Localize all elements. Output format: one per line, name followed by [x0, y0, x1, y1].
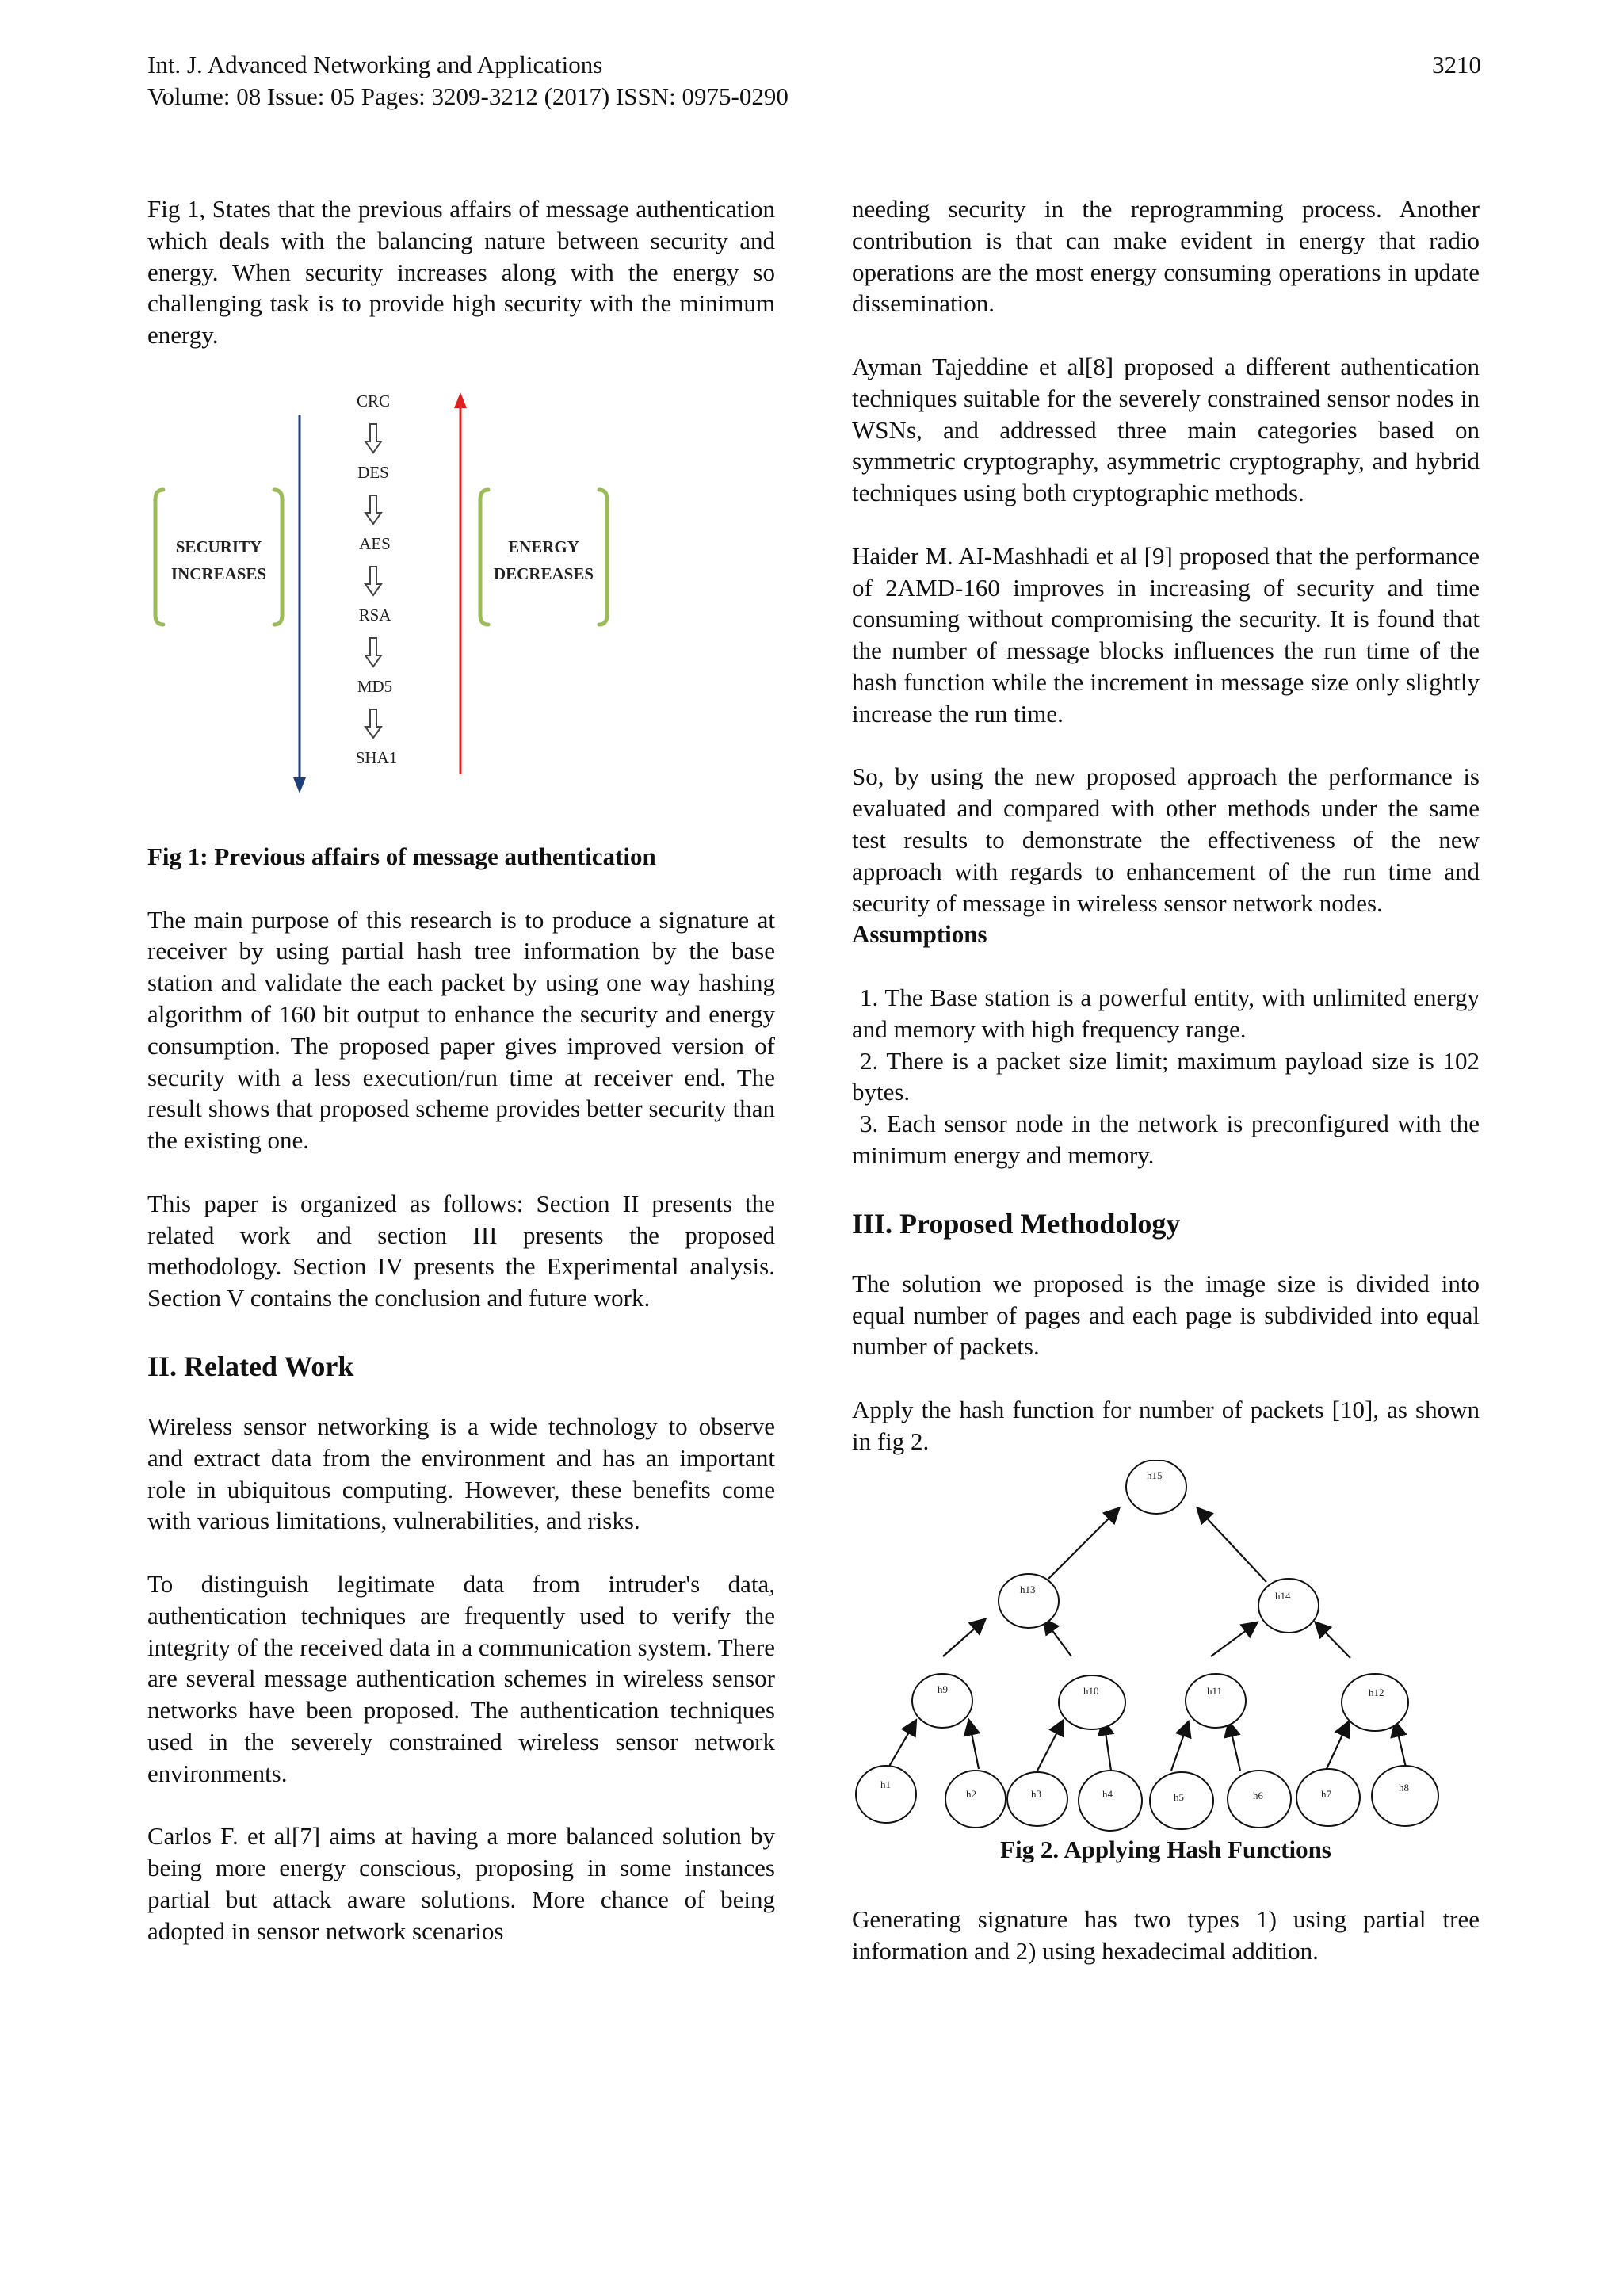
tree-edge [1211, 1623, 1256, 1656]
generating-paragraph: Generating signature has two types 1) using partial tree information and 2) using hexadecimal addition. [852, 1905, 1480, 1966]
energy-arrow-head [454, 392, 467, 408]
tree-edge [1316, 1623, 1350, 1658]
running-header-journal: Int. J. Advanced Networking and Applications [147, 51, 603, 78]
fig1-intro-paragraph: Fig 1, States that the previous affairs of message authentication which deals with the balancing nature between security and energy. When security increases along with the energy so challenging task is to provide high security with the minimum energy. [147, 195, 775, 350]
page-number: 3210 [1432, 51, 1481, 78]
tree-node-label: h5 [1174, 1791, 1184, 1804]
figure-1-caption: Fig 1: Previous affairs of message authentication [147, 842, 656, 870]
tree-node-label: h14 [1275, 1590, 1291, 1603]
assumptions-heading: Assumptions [852, 920, 987, 949]
tree-node-label: h10 [1083, 1685, 1099, 1698]
down-arrow-icon [365, 424, 381, 453]
tree-node-label: h2 [966, 1788, 976, 1801]
figure-2-caption: Fig 2. Applying Hash Functions [1000, 1836, 1331, 1864]
energy-bracket [480, 490, 488, 625]
apply-paragraph: Apply the hash function for number of packets [10], as shown in fig 2. [852, 1395, 1480, 1455]
down-arrow-icon [365, 709, 381, 738]
distinguish-paragraph: To distinguish legitimate data from intruder's data, authentication techniques are frequently used to verify the integrity of the received data in a communication system. There are several message authentication schemes in wireless sensor networks have been proposed. The authentication techniques used in the severely constrained wireless sensor network environments. [147, 1569, 775, 1787]
tree-edge [1229, 1723, 1240, 1771]
tree-node-h11 [1186, 1674, 1246, 1728]
wsn-paragraph: Wireless sensor networking is a wide technology to observe and extract data from the environment and has an important role in ubiquitous computing. However, these benefits come with various limitations, vulnerabilities, and risks. [147, 1412, 775, 1535]
assumption-item: 2. There is a packet size limit; maximum payload size is 102 bytes. [852, 1046, 1480, 1106]
tree-node-label: h6 [1253, 1790, 1263, 1802]
continued-paragraph: needing security in the reprogramming process. Another contribution is that can make evident in energy that radio operations are the most energy consuming operations in update dissemination. [852, 195, 1480, 318]
figure-2-hash-tree [852, 1460, 1480, 1840]
tree-edge [1104, 1721, 1111, 1771]
tree-node-label: h4 [1102, 1788, 1113, 1801]
tree-node-label: h1 [880, 1778, 891, 1791]
tree-edge [1171, 1723, 1188, 1771]
tree-node-h1 [856, 1766, 916, 1823]
tree-edge [1326, 1723, 1348, 1771]
section-3-heading: III. Proposed Methodology [852, 1207, 1181, 1240]
tree-edge [943, 1620, 984, 1656]
section-2-heading: II. Related Work [147, 1350, 354, 1382]
ayman-paragraph: Ayman Tajeddine et al[8] proposed a different authentication techniques suitable for the severely constrained sensor nodes in WSNs, and addressed three main categories based on symmetric cryptography, asymmetric cryptography, and hybrid techniques using both cryptographic methods. [852, 352, 1480, 507]
figure-1 [147, 383, 775, 803]
security-arrow-head [293, 777, 306, 793]
tree-node-label: h12 [1369, 1687, 1384, 1699]
down-arrow-icon [365, 567, 381, 595]
so-paragraph: So, by using the new proposed approach the performance is evaluated and compared with other methods under the same test results to demonstrate the effectiveness of the new approach with regards to enhancement of the run time and security of message in wireless sensor network nodes. [852, 762, 1480, 917]
tree-edge [1198, 1509, 1266, 1582]
down-arrow-icon [365, 495, 381, 524]
tree-edge [888, 1721, 915, 1769]
tree-node-h15 [1126, 1460, 1186, 1514]
security-bracket [155, 490, 163, 625]
tree-node-label: h3 [1031, 1788, 1041, 1801]
tree-node-h9 [912, 1674, 972, 1728]
energy-label-1: ENERGY [508, 537, 579, 556]
energy-label-2: DECREASES [493, 563, 594, 583]
right-column [852, 193, 1480, 1967]
algo-rsa: RSA [358, 605, 391, 625]
tree-edge [1396, 1723, 1407, 1771]
algo-aes: AES [359, 533, 391, 553]
tree-node-label: h8 [1399, 1782, 1409, 1794]
assumptions-list [852, 982, 1480, 1171]
algo-sha1: SHA1 [355, 747, 398, 767]
tree-edge [1044, 1620, 1071, 1656]
tree-node-h12 [1342, 1674, 1408, 1731]
tree-node-label: h7 [1321, 1788, 1331, 1801]
security-label-2: INCREASES [170, 563, 267, 583]
purpose-paragraph: The main purpose of this research is to produce a signature at receiver by using partial hash tree information by the base station and validate the each packet by using one way hashing algorithm of 160 bit output to enhance the security and energy consumption. The proposed paper gives improved version of security with a less execution/run time at receiver end. The result shows that proposed scheme provides better security than the existing one. [147, 905, 775, 1155]
energy-bracket-right [599, 490, 607, 625]
tree-node-h13 [999, 1574, 1059, 1628]
running-header-volume: Volume: 08 Issue: 05 Pages: 3209-3212 (2017) ISSN: 0975-0290 [147, 82, 789, 110]
organization-paragraph: This paper is organized as follows: Section II presents the related work and section III presents the proposed methodology. Section IV presents the Experimental analysis. Section V contains the conclusion and future work. [147, 1189, 775, 1312]
algo-md5: MD5 [357, 676, 393, 696]
algo-des: DES [357, 462, 389, 482]
algo-crc: CRC [356, 391, 391, 411]
tree-edge [969, 1721, 979, 1769]
carlos-paragraph: Carlos F. et al[7] aims at having a more balanced solution by being more energy conscious, proposing in some instances partial but attack aware solutions. More chance of being adopted in sensor network scenarios [147, 1822, 775, 1945]
tree-node-label: h9 [938, 1683, 948, 1696]
tree-node-label: h15 [1147, 1469, 1163, 1482]
down-arrow-icon [365, 638, 381, 667]
tree-node-h8 [1372, 1766, 1438, 1826]
solution-paragraph: The solution we proposed is the image size is divided into equal number of pages and each page is subdivided into equal number of packets. [852, 1269, 1480, 1361]
tree-edge [1037, 1721, 1063, 1771]
security-label-1: SECURITY [175, 537, 262, 556]
tree-node-label: h13 [1020, 1584, 1036, 1596]
left-column [147, 193, 775, 1946]
tree-node-h10 [1059, 1675, 1125, 1729]
assumption-item: 3. Each sensor node in the network is preconfigured with the minimum energy and memory. [852, 1110, 1480, 1169]
haider-paragraph: Haider M. AI-Mashhadi et al [9] proposed that the performance of 2AMD-160 improves in increasing of security and time consuming without compromising the security. It is found that the number of message blocks influences the run time of the hash function while the increment in message size only slightly increase the run time. [852, 541, 1480, 728]
tree-node-h14 [1258, 1579, 1319, 1633]
tree-node-label: h11 [1207, 1685, 1223, 1698]
tree-node-h4 [1079, 1771, 1142, 1831]
tree-edge [1048, 1509, 1118, 1579]
assumption-item: 1. The Base station is a powerful entity, with unlimited energy and memory with high frequency range. [852, 983, 1480, 1043]
security-bracket-right [274, 490, 282, 625]
